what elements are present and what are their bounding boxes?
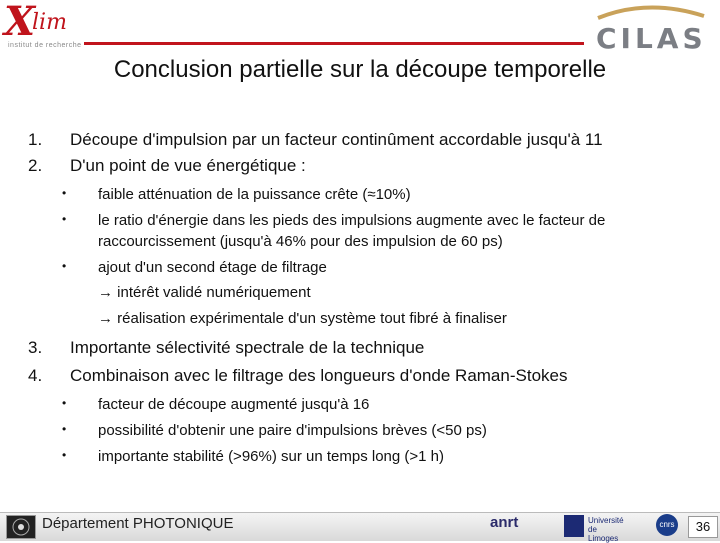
item-number: 1. <box>28 130 43 149</box>
slide-title: Conclusion partielle sur la découpe temporelle <box>113 56 607 83</box>
bullet-icon: • <box>62 448 67 462</box>
bullet-text: importante stabilité (>96%) sur un temps long (>1 h) <box>98 448 445 465</box>
cilas-logo-text: CILAS <box>596 22 707 55</box>
item-number: 2. <box>28 156 43 175</box>
university-mark-icon <box>564 515 584 537</box>
item-text: Importante sélectivité spectrale de la technique <box>70 338 425 357</box>
bullet-text-continuation: raccourcissement (jusqu'à 46% pour des impulsion de 60 ps) <box>98 233 503 250</box>
department-label: Département PHOTONIQUE <box>42 515 234 532</box>
item-number: 4. <box>28 366 43 385</box>
bullet-text: faible atténuation de la puissance crête (≈10%) <box>98 186 411 203</box>
university-logo <box>564 515 628 543</box>
bullet-text: possibilité d'obtenir une paire d'impulsions brèves (<50 ps) <box>98 422 487 439</box>
header-divider <box>84 42 584 45</box>
arrow-line: → intérêt validé numériquement <box>98 284 311 301</box>
lens-icon <box>7 516 35 538</box>
cilas-logo <box>588 4 716 55</box>
xlim-logo-x: X <box>4 0 36 45</box>
bullet-icon: • <box>62 259 67 273</box>
bullet-icon: • <box>62 186 67 200</box>
xlim-logo <box>4 0 84 49</box>
item-text: Combinaison avec le filtrage des longueurs d'onde Raman-Stokes <box>70 366 568 385</box>
university-name: Université de Limoges <box>588 516 624 543</box>
item-text: Découpe d'impulsion par un facteur continûment accordable jusqu'à 11 <box>70 130 603 149</box>
bullet-text: facteur de découpe augmenté jusqu'à 16 <box>98 396 370 413</box>
bullet-text: ajout d'un second étage de filtrage <box>98 259 327 276</box>
arrow-line: → réalisation expérimentale d'un système tout fibré à finaliser <box>98 310 507 327</box>
bullet-icon: • <box>62 212 67 226</box>
xlim-logo-subtitle: institut de recherche <box>8 42 82 49</box>
photonics-image-icon <box>6 515 36 539</box>
cilas-swoosh-icon <box>588 4 716 24</box>
item-text: D'un point de vue énergétique : <box>70 156 306 175</box>
bullet-text: le ratio d'énergie dans les pieds des impulsions augmente avec le facteur de <box>98 212 606 229</box>
cnrs-logo: cnrs <box>656 514 678 536</box>
bullet-icon: • <box>62 396 67 410</box>
anrt-logo: anrt <box>490 514 519 531</box>
item-number: 3. <box>28 338 43 357</box>
bullet-icon: • <box>62 422 67 436</box>
page-number: 36 <box>688 516 718 538</box>
xlim-logo-text: lim <box>32 10 67 35</box>
